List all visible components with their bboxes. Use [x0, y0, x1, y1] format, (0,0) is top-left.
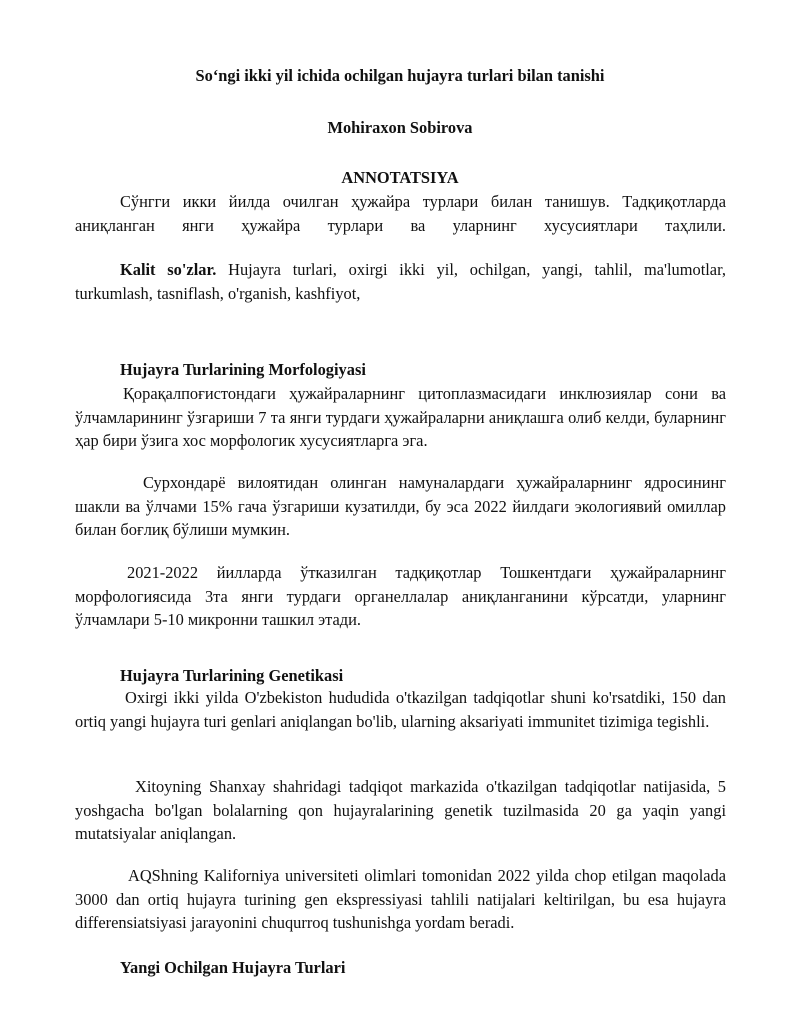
- document-title: So‘ngi ikki yil ichida ochilgan hujayra turlari bilan tanishi: [195, 66, 605, 85]
- keywords-paragraph: [75, 258, 726, 305]
- author-name: Mohiraxon Sobirova: [327, 118, 473, 137]
- keywords-label: Kalit so'zlar.: [120, 260, 217, 279]
- paragraph: 2021-2022 йилларда ўтказилган тадқиқотлар Тошкентдаги ҳужайраларнинг морфологиясида 3та янги турдаги органеллалар аниқланганини кўрсатди, уларнинг ўлчамлари 5-10 микронни ташкил этади.: [75, 563, 726, 629]
- section-heading-new-cell-types: Yangi Ochilgan Hujayra Turlari: [120, 958, 346, 977]
- paragraph: Xitoyning Shanxay shahridagi tadqiqot markazida o'tkazilgan tadqiqotlar natijasida, 5 yoshgacha bo'lgan bolalarning qon hujayralarining genetik tuzilmasida 20 ga yaqin yangi mutatsiyalar aniqlangan.: [75, 777, 726, 843]
- paragraph: Oxirgi ikki yilda O'zbekiston hududida o'tkazilgan tadqiqotlar shuni ko'rsatdiki, 150 dan ortiq yangi hujayra turi genlari aniqlangan bo'lib, ularning aksariyati immunitet tizimiga tegishli.: [75, 688, 726, 731]
- section-heading-morphology: Hujayra Turlarining Morfologiyasi: [120, 360, 366, 379]
- keywords-text: Hujayra turlari, oxirgi ikki yil, ochilgan, yangi, tahlil, ma'lumotlar, turkumlash, tasniflash, o'rganish, kashfiyot,: [75, 260, 726, 303]
- abstract-text: Сўнгги икки йилда очилган ҳужайра турлари билан танишув. Тадқиқотларда аниқланган янги ҳужайра турлари ва уларнинг хусусиятлари таҳлили.: [75, 192, 726, 235]
- abstract-heading: ANNOTATSIYA: [341, 168, 459, 187]
- section-heading-genetics: Hujayra Turlarining Genetikasi: [120, 666, 344, 685]
- paragraph: AQShning Kaliforniya universiteti olimlari tomonidan 2022 yilda chop etilgan maqolada 3000 dan ortiq hujayra turining gen ekspressiyasi tahlili natijalari keltirilgan, bu esa hujayra differensiatsiyasi jarayonini chuqurroq tushunishga yordam beradi.: [75, 866, 726, 932]
- paragraph: Қорақалпоғистондаги ҳужайраларнинг цитоплазмасидаги инклюзиялар сони ва ўлчамларининг ўзгариши 7 та янги турдаги ҳужайраларни аниқлашга олиб келди, буларнинг ҳар бири ўзига хос морфологик хусусиятларга эга.: [75, 384, 726, 450]
- paragraph: Сурхондарё вилоятидан олинган намуналардаги ҳужайраларнинг ядросининг шакли ва ўлчами 15% гача ўзгариши кузатилди, бу эса 2022 йилдаги экологиявий омиллар билан боғлиқ бўлиши мумкин.: [75, 473, 726, 539]
